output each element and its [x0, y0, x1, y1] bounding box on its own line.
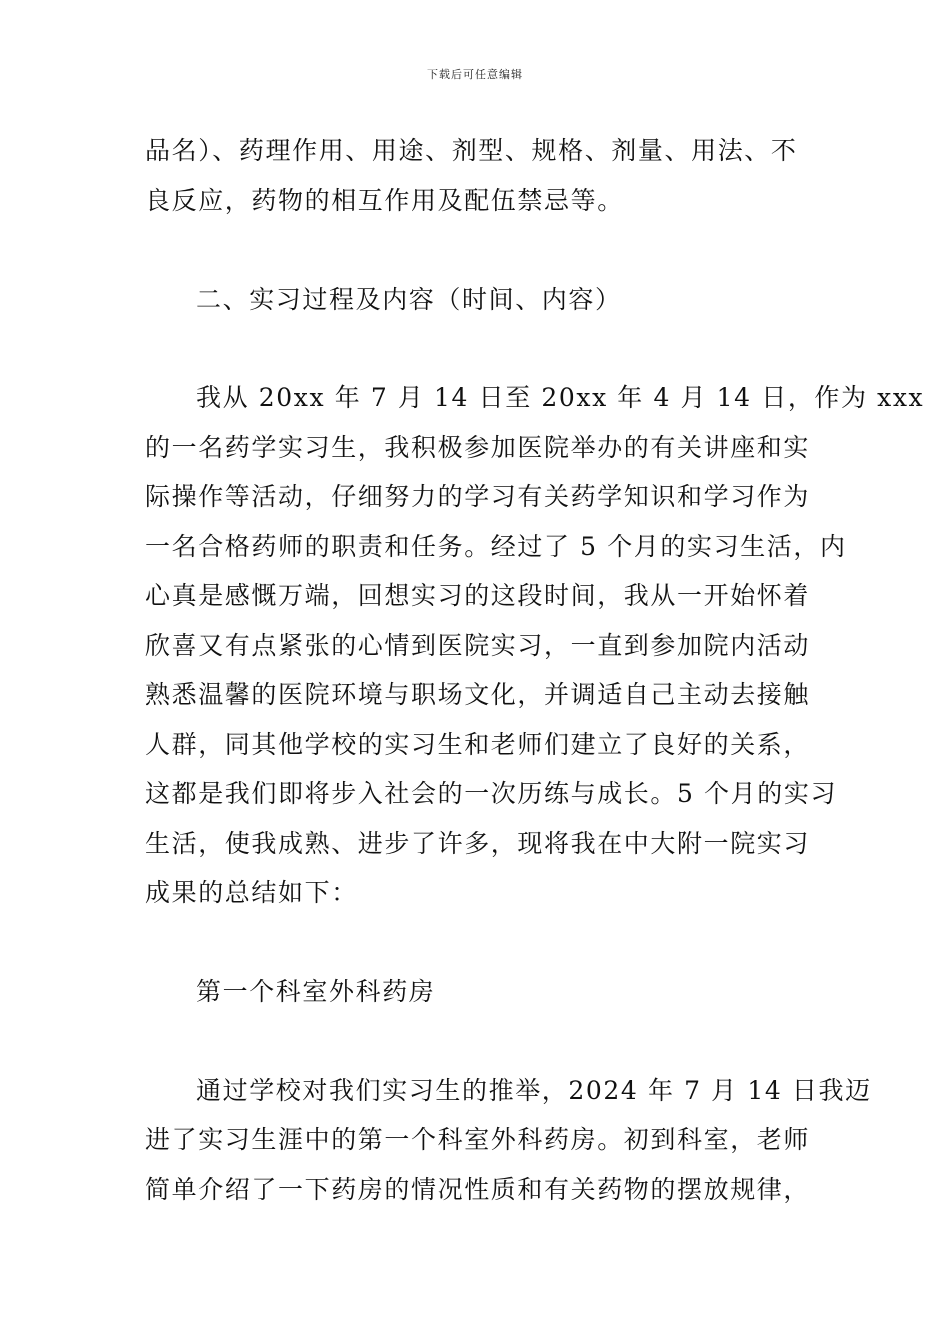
paragraph-line: 生活，使我成熟、进步了许多，现将我在中大附一院实习	[145, 829, 811, 858]
paragraph-line: 这都是我们即将步入社会的一次历练与成长。5 个月的实习	[145, 779, 838, 808]
paragraph-line: 我从 20xx 年 7 月 14 日至 20xx 年 4 月 14 日，作为 xxx	[196, 383, 925, 412]
paragraph-line: 的一名药学实习生，我积极参加医院举办的有关讲座和实	[145, 433, 811, 462]
paragraph-line: 欣喜又有点紧张的心情到医院实习，一直到参加院内活动	[145, 631, 811, 660]
paragraph-line: 心真是感慨万端，回想实习的这段时间，我从一开始怀着	[145, 581, 811, 610]
paragraph-line: 成果的总结如下：	[145, 878, 358, 907]
paragraph-line: 良反应，药物的相互作用及配伍禁忌等。	[145, 186, 624, 215]
paragraph-line: 一名合格药师的职责和任务。经过了 5 个月的实习生活，内	[145, 532, 847, 561]
paragraph-line: 进了实习生涯中的第一个科室外科药房。初到科室，老师	[145, 1125, 811, 1154]
paragraph-line: 熟悉温馨的医院环境与职场文化，并调适自己主动去接触	[145, 680, 811, 709]
page-header: 下载后可任意编辑	[427, 68, 523, 81]
paragraph-line: 通过学校对我们实习生的推举，2024 年 7 月 14 日我迈	[196, 1076, 872, 1105]
paragraph-line: 际操作等活动，仔细努力的学习有关药学知识和学习作为	[145, 482, 811, 511]
section-heading: 二、实习过程及内容（时间、内容）	[196, 285, 622, 314]
paragraph-line: 简单介绍了一下药房的情况性质和有关药物的摆放规律，	[145, 1175, 811, 1204]
paragraph-line: 品名）、药理作用、用途、剂型、规格、剂量、用法、不	[145, 136, 798, 165]
paragraph-line: 人群，同其他学校的实习生和老师们建立了良好的关系，	[145, 730, 811, 759]
section-heading: 第一个科室外科药房	[196, 977, 436, 1006]
